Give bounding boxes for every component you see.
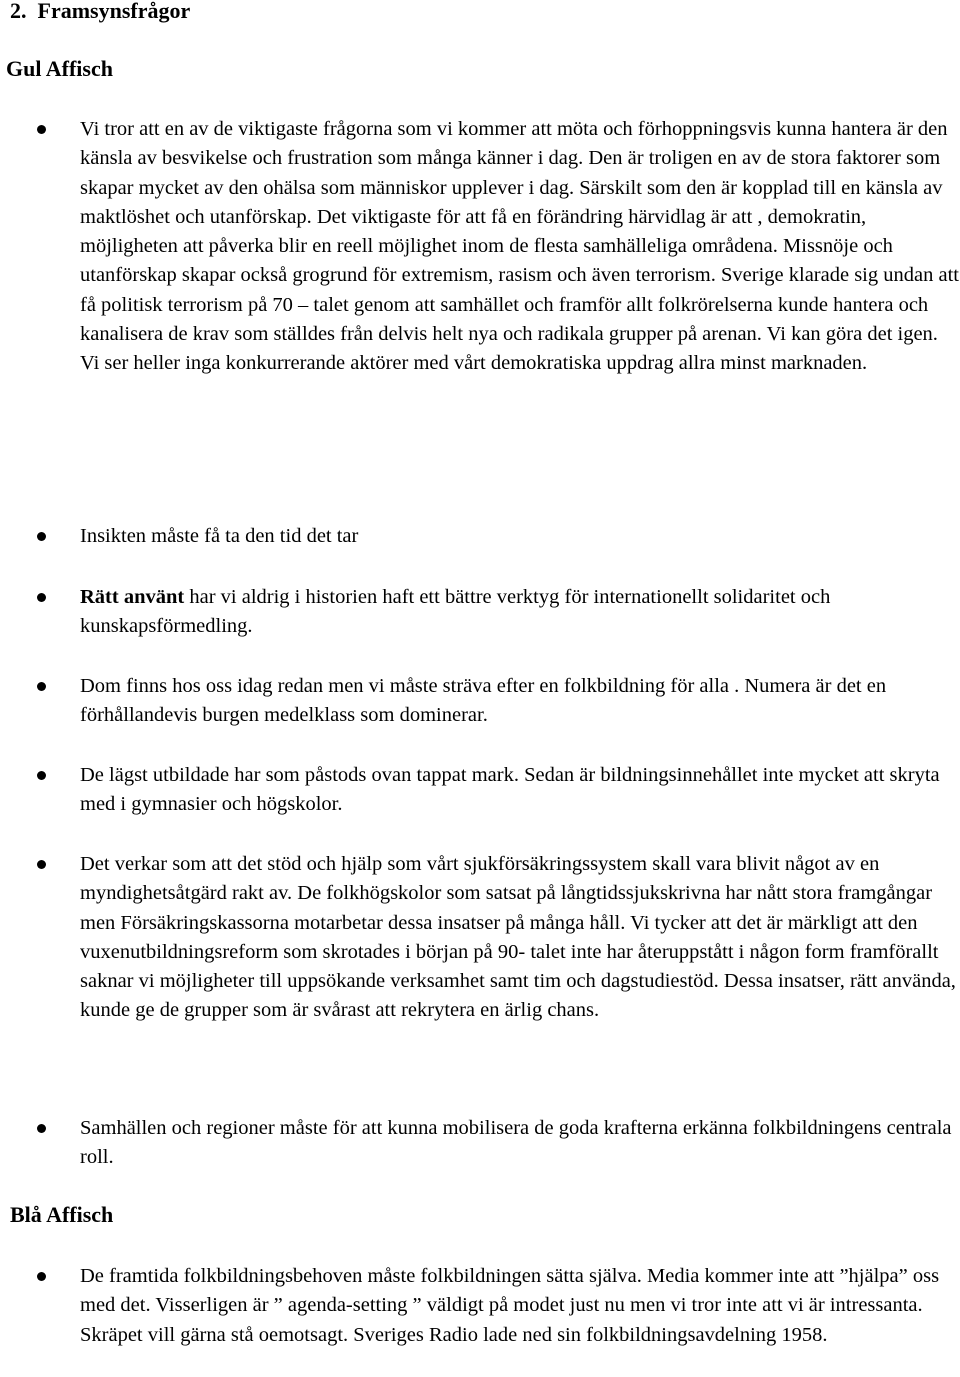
list-item-text: Samhällen och regioner måste för att kunna mobilisera de goda krafterna erkänna folkbildningens centrala roll. — [80, 1117, 952, 1169]
list-item — [80, 583, 960, 642]
bullet-icon — [37, 593, 46, 602]
list-item — [80, 522, 960, 551]
list-item-rest: har vi aldrig i historien haft ett bättre verktyg för internationellt solidaritet och kunskapsförmedling. — [80, 586, 831, 638]
list-item — [80, 1262, 960, 1350]
bullet-icon — [37, 771, 46, 780]
bold-phrase: Rätt använt — [80, 586, 185, 608]
list-item — [80, 850, 960, 1026]
list-item — [80, 1114, 960, 1173]
heading-bla-affisch: Blå Affisch — [10, 1202, 114, 1227]
bullet-icon — [37, 1272, 46, 1281]
bullet-icon — [37, 1124, 46, 1133]
section-title — [10, 0, 190, 24]
list-item — [80, 761, 960, 820]
list-item-text: Det verkar som att det stöd och hjälp som vårt sjukförsäkringssystem skall vara blivit något av en myndighetsåtgärd rakt av. De folkhögskolor som satsat på långtidssjukskrivna har nått stora framgångar men Försäkringskassorna motarbetar dessa insatser på många håll. Vi tycker att det är märkligt att den vuxenutbildningsreform som skrotades i början på 90- talet inte har återuppstått i någon form framförallt saknar vi möjligheter till uppsökande verksamhet samt tim och dagstudiestöd. Dessa insatser, rätt använda, kunde ge de grupper som är svårast att rekrytera en ärlig chans. — [80, 853, 956, 1022]
list-item-text: De lägst utbildade har som påstods ovan tappat mark. Sedan är bildningsinnehållet inte mycket att skryta med i gymnasier och högskolor. — [80, 764, 940, 816]
section-title-text: Framsynsfrågor — [37, 0, 191, 23]
list-item-text: De framtida folkbildningsbehoven måste folkbildningen sätta själva. Media kommer inte att ”hjälpa” oss med det. Visserligen är ” agenda-setting ” väldigt på modet just nu men vi tror inte att vi är intressanta. Skräpet vill gärna stå oemotsagt. Sveriges Radio lade ned sin folkbildningsavdelning 1958. — [80, 1265, 940, 1346]
list-item-text: Vi tror att en av de viktigaste frågorna som vi kommer att möta och förhoppningsvis kunna hantera är den känsla av besvikelse och frustration som många känner i dag. Den är troligen en av de stora faktorer som skapar mycket av den ohälsa som människor upplever i dag. Särskilt som den är kopplad till en känsla av maktlöshet och utanförskap. Det viktigaste för att få en förändring härvidlag är att , demokratin, möjligheten att påverka blir en reell möjlighet inom de flesta samhälleliga områdena. Missnöje och utanförskap skapar också grogrund för extremism, rasism och även terrorism. Sverige klarade sig undan att få politisk terrorism på 70 – talet genom att samhället och framför allt folkrörelserna kunde hantera och kanalisera de krav som ställdes från delvis helt nya och radikala grupper på arenan. Vi kan göra det igen. Vi ser heller inga konkurrerande aktörer med vårt demokratiska uppdrag allra minst marknaden. — [80, 118, 959, 375]
bullet-icon — [37, 860, 46, 869]
list-item — [80, 672, 960, 731]
bullet-icon — [37, 682, 46, 691]
list-item-text: Insikten måste få ta den tid det tar — [80, 525, 359, 547]
list-item-text: Dom finns hos oss idag redan men vi måste sträva efter en folkbildning för alla . Numera är det en förhållandevis burgen medelklass som dominerar. — [80, 675, 887, 727]
list-item-text — [80, 583, 960, 642]
bullet-icon — [37, 125, 46, 134]
bullet-icon — [37, 532, 46, 541]
list-item — [80, 115, 960, 379]
section-number: 2. — [10, 0, 27, 23]
heading-gul-affisch: Gul Affisch — [6, 56, 113, 81]
